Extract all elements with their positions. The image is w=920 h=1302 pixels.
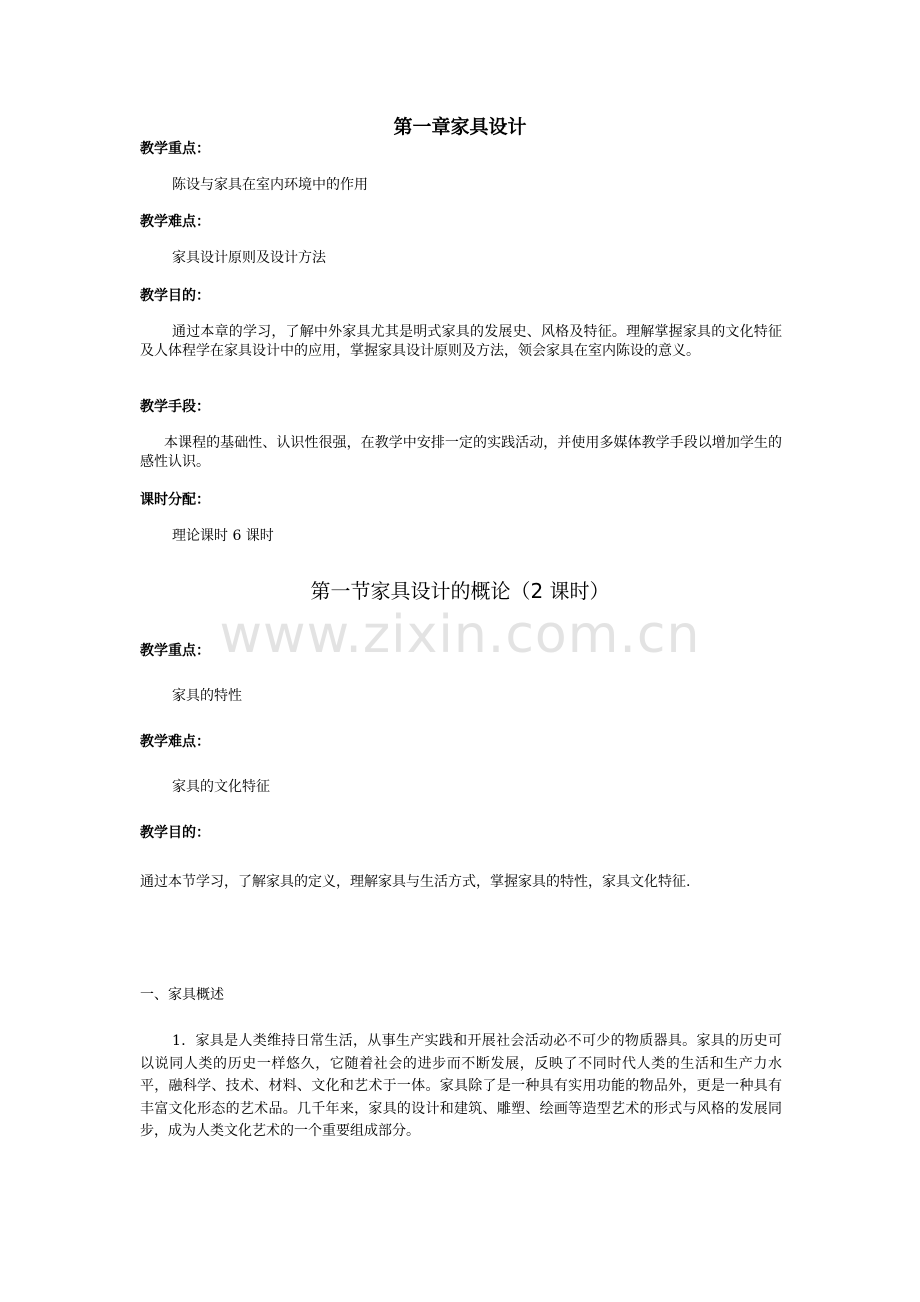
section-difficulty-text: 家具的文化特征 xyxy=(172,779,270,795)
section-focus-text: 家具的特性 xyxy=(172,688,242,704)
section-title-post: 课时） xyxy=(543,579,610,603)
chapter-means-text: 本课程的基础性、认识性很强，在教学中安排一定的实践活动，并使用多媒体教学手段以增加学生的感性认识。 xyxy=(140,435,782,470)
section-title-pre: 第一节家具设计的概论（ xyxy=(310,579,531,603)
section-title-number: 2 xyxy=(530,579,544,603)
section-goal-text: 通过本节学习，了解家具的定义，理解家具与生活方式，掌握家具的特性，家具文化特征. xyxy=(140,874,691,890)
chapter-difficulty-label: 教学难点： xyxy=(140,214,210,230)
page-title: 第一章家具设计 xyxy=(393,116,527,138)
section-title xyxy=(0,578,920,604)
section-difficulty-label: 教学难点： xyxy=(140,734,210,750)
chapter-means-label: 教学手段： xyxy=(140,399,210,415)
chapter-focus-text: 陈设与家具在室内环境中的作用 xyxy=(172,177,368,193)
chapter-difficulty-text: 家具设计原则及设计方法 xyxy=(172,250,326,266)
section-focus-label: 教学重点： xyxy=(140,643,210,659)
watermark: www.zixin.com.cn xyxy=(219,605,701,665)
section-goal-label: 教学目的： xyxy=(140,825,210,841)
chapter-focus-label: 教学重点： xyxy=(140,141,210,157)
part1-heading: 一、家具概述 xyxy=(140,987,224,1003)
part1-paragraph: 1．家具是人类维持日常生活，从事生产实践和开展社会活动必不可少的物质器具。家具的历史可以说同人类的历史一样悠久，它随着社会的进步而不断发展，反映了不同时代人类的生活和生产力水平，融科学、技术、材料、文化和艺术于一体。家具除了是一种具有实用功能的物品外，更是一种具有丰富文化形态的艺术品。几千年来，家具的设计和建筑、雕塑、绘画等造型艺术的形式与风格的发展同步，成为人类文化艺术的一个重要组成部分。 xyxy=(140,1033,782,1139)
chapter-goal-label: 教学目的： xyxy=(140,288,210,304)
chapter-hours-text: 理论课时 6 课时 xyxy=(172,528,274,544)
chapter-goal-text: 通过本章的学习，了解中外家具尤其是明式家具的发展史、风格及特征。理解掌握家具的文化特征及人体程学在家具设计中的应用，掌握家具设计原则及方法，领会家具在室内陈设的意义。 xyxy=(140,324,782,359)
chapter-hours-label: 课时分配： xyxy=(140,492,210,508)
